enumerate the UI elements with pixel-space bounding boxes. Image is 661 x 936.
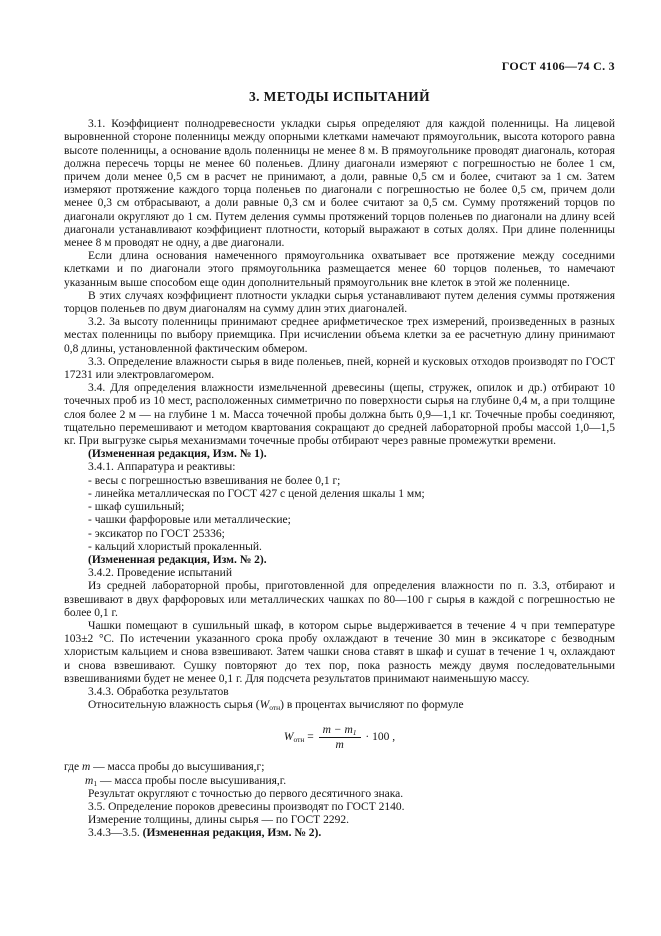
list-item: - чашки фарфоровые или металлические; (88, 514, 291, 527)
paragraph-result: Результат округляют с точностью до первого десятичного знака. (88, 787, 404, 800)
final-plain-part: 3.4.3—3.5. (88, 827, 143, 840)
list-item: - кальций хлористый прокаленный. (88, 540, 262, 553)
m1-variable: m (85, 774, 94, 787)
fraction-denominator: m (335, 739, 344, 752)
paragraph-measure: Измерение толщины, длины сырья — по ГОСТ 2292. (88, 814, 349, 827)
paragraph-3-4-2: 3.4.2. Проведение испытаний (88, 567, 232, 580)
list-item: - весы с погрешностью взвешивания не более 0,1 г; (88, 474, 341, 487)
amendment-note-2: (Измененная редакция, Изм. № 2). (88, 553, 267, 566)
paragraph-if-length: Если длина основания намеченного прямоугольника охватывает все протяжение между соседними клетками и по диагонали этого прямоугольника размещается менее 60 торцов поленьев, то намечают указанным выше способом еще один дополнительный прямоугольник вне клеток в этой же поленнице. (64, 250, 615, 289)
where-definition-m: где m — масса пробы до высушивания,г; (64, 761, 265, 774)
amendment-note-1: (Измененная редакция, Изм. № 1). (88, 448, 267, 461)
m-variable: m (81, 761, 91, 774)
equals-sign: = (304, 731, 317, 744)
paragraph-3-4-1: 3.4.1. Аппаратура и реактивы: (88, 461, 236, 474)
final-bold-part: (Измененная редакция, Изм. № 2). (142, 827, 322, 840)
paragraph-3-4-3: 3.4.3. Обработка результатов (88, 685, 229, 698)
fraction-numerator: $m - m_1$ (319, 724, 361, 738)
paragraph-sample: Из средней лабораторной пробы, приготовленной для определения влажности по п. 3.3, отбирают и взвешивают в двух фарфоровых или металлических чашках по 80—100 г сырья в каждой с погрешностью не более 0,1 г. (64, 580, 615, 619)
paragraph-3-2: 3.2. За высоту поленницы принимают среднее арифметическое трех измерений, произведенных в разных местах поленницы по выбору приемщика. При исчислении объема клетки за ее расчетную длину принимают 0,8 длины, установленной фактическим обмером. (64, 316, 615, 355)
paragraph-3-5: 3.5. Определение пороков древесины производят по ГОСТ 2140. (88, 800, 405, 813)
formula-intro (64, 699, 615, 712)
formula-lhs-subscript: отн (293, 735, 305, 745)
paragraph-3-4: 3.4. Для определения влажности измельченной древесины (щепы, стружек, опилок и др.) отбирают 10 точечных проб из 10 мест, расположенных симметрично по поверхности сырья на глубине 0,4 м, а при толщине слоя более 2 м — на глубине 1 м. Масса точечной пробы должна быть 0,9—1,1 кг. Точечные пробы соединяют, тщательно перемешивают и методом квартования сокращают до средней лабораторной пробы массой 1,0—1,5 кг. При выгрузке сырья механизмами точечные пробы отбирают через равные промежутки времени. (64, 382, 615, 448)
formula (64, 724, 615, 751)
section-title: 3. МЕТОДЫ ИСПЫТАНИЙ (248, 89, 430, 105)
w-subscript: отн (269, 703, 281, 713)
m1-subscript: 1 (93, 778, 98, 788)
fraction (319, 724, 361, 751)
paragraph-3-1: 3.1. Коэффициент полнодревесности укладки сырья определяют для каждой поленницы. На лицевой выровненной стороне поленницы между опорными клетками намечают прямоугольник, высота которого равна высоте поленницы, а основание вдоль поленницы не менее 8 м. В прямоугольнике проводят диагональ, которая должна пересечь торцы не менее 60 поленьев. Длину диагонали измеряют с погрешностью не более 1 см, причем доли менее 0,5 см в расчет не принимают, а доли, равные 0,5 см и более, считают за 1 см. Затем измеряют протяжение каждого торца поленьев по диагонали с погрешностью не более 0,5 см, причем доли менее 0,3 см отбрасывают, а доли равные 0,3 см и более считают за 0,5 см. Сумму протяжений торцов по диагонали округляют до 1 см. Путем деления суммы протяжений торцов поленьев по диагонали на длину всей диагонали устанавливают коэффициент плотности, который выражают в сотых долях. При длине поленницы менее 8 м проводят не одну, а две диагонали. (64, 118, 615, 250)
page-header: ГОСТ 4106—74 С. 3 (501, 59, 615, 73)
list-item: - линейка металлическая по ГОСТ 427 с ценой деления шкалы 1 мм; (88, 487, 425, 500)
list-item: - эксикатор по ГОСТ 25336; (88, 527, 225, 540)
list-item: - шкаф сушильный; (88, 501, 185, 514)
where-definition-m1: $m_1$ — масса пробы после высушивания,г. (85, 774, 287, 788)
paragraph-final-amendment (64, 827, 615, 840)
formula-intro-post: ) в процентах вычисляют по формуле (280, 699, 464, 712)
w-variable: W (259, 699, 270, 712)
formula-intro-pre: Относительную влажность сырья ( (88, 699, 260, 712)
paragraph-3-3: 3.3. Определение влажности сырья в виде поленьев, пней, корней и кусковых отходов производят по ГОСТ 17231 или электровлагомером. (64, 355, 615, 382)
formula-lhs: W (283, 731, 294, 744)
paragraph-cups: Чашки помещают в сушильный шкаф, в котором сырье выдерживается в течение 4 ч при температуре 103±2 °С. По истечении указанного срока пробу охлаждают в течение 30 мин в эксикаторе с безводным хлористым кальцием и снова взвешивают. Затем чашки снова ставят в шкаф и сушат в течение 1 ч, охлаждают и снова взвешивают. Сушку повторяют до тех пор, пока разность между двумя последовательными взвешиваниями будет не менее 0,1 г. Для подсчета результатов принимают наименьшую массу. (64, 619, 615, 685)
paragraph-these-cases: В этих случаях коэффициент плотности укладки сырья устанавливают путем деления суммы протяжения торцов поленьев по двум диагоналям на сумму длин этих диагоналей. (64, 289, 615, 316)
formula-tail: · 100 , (362, 731, 396, 744)
